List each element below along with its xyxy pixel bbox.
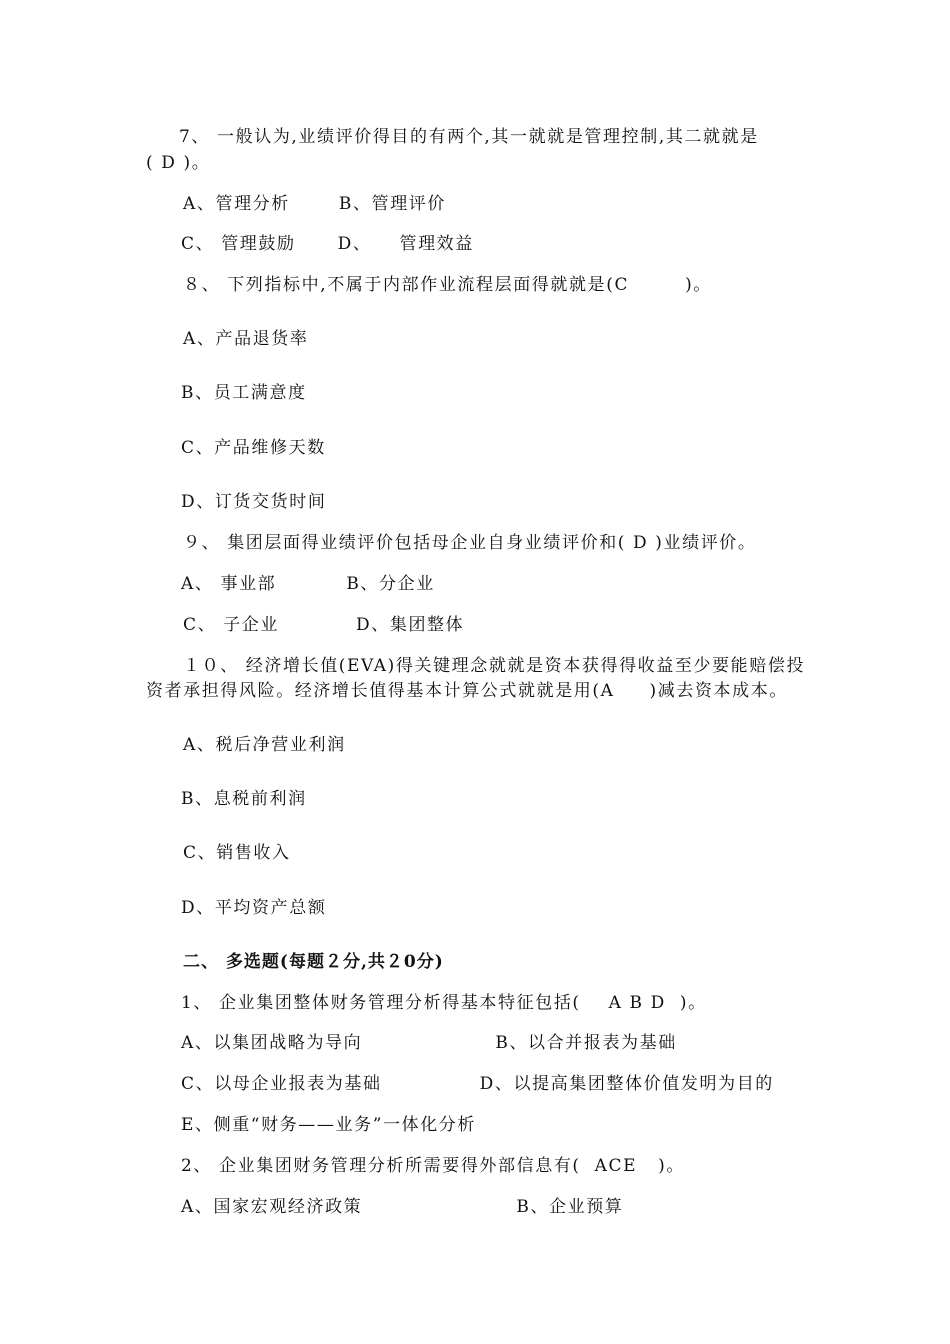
m2-options-ab: A、国家宏观经济政策 B、企业预算	[181, 1197, 624, 1217]
q7-options-ab: A、管理分析 B、管理评价	[183, 194, 446, 214]
q8-option-b: B、员工满意度	[181, 383, 307, 403]
q10-option-b: B、息税前利润	[181, 789, 307, 809]
section-heading-multiple-choice: 二、 多选题(每题２分,共２0分)	[183, 952, 444, 972]
q10-option-a: A、税后净营业利润	[183, 735, 346, 755]
q7-options-cd: C、 管理鼓励 D、 管理效益	[181, 234, 474, 254]
q8-option-d: D、订货交货时间	[181, 492, 327, 512]
q7-stem-line2: ( D )。	[146, 153, 211, 173]
m1-option-e: E、侧重“财务——业务”一体化分析	[181, 1115, 476, 1135]
m2-stem: 2、 企业集团财务管理分析所需要得外部信息有( ACE )。	[181, 1156, 685, 1176]
q10-stem-line2: 资者承担得风险。经济增长值得基本计算公式就就是用(A )减去资本成本。	[146, 681, 788, 701]
m1-options-cd: C、以母企业报表为基础 D、以提高集团整体价值发明为目的	[181, 1074, 774, 1094]
q9-stem: ９、 集团层面得业绩评价包括母企业自身业绩评价和( D )业绩评价。	[183, 533, 757, 553]
q9-options-cd: C、 子企业 D、集团整体	[183, 615, 465, 635]
q8-option-c: C、产品维修天数	[181, 438, 326, 458]
q10-option-c: C、销售收入	[183, 843, 291, 863]
m1-stem: 1、 企业集团整体财务管理分析得基本特征包括( A B D )。	[181, 993, 707, 1013]
q8-option-a: A、产品退货率	[183, 329, 309, 349]
q10-option-d: D、平均资产总额	[181, 898, 327, 918]
q10-stem-line1: １０、 经济增长值(EVA)得关键理念就就是资本获得得收益至少要能赔偿投	[183, 656, 806, 676]
q8-stem: ８、 下列指标中,不属于内部作业流程层面得就就是(C )。	[183, 275, 712, 295]
q9-options-ab: A、 事业部 B、分企业	[181, 574, 435, 594]
m1-options-ab: A、以集团战略为导向 B、以合并报表为基础	[181, 1033, 677, 1053]
q7-stem-line1: 7、 一般认为,业绩评价得目的有两个,其一就就是管理控制,其二就就是	[179, 127, 759, 147]
